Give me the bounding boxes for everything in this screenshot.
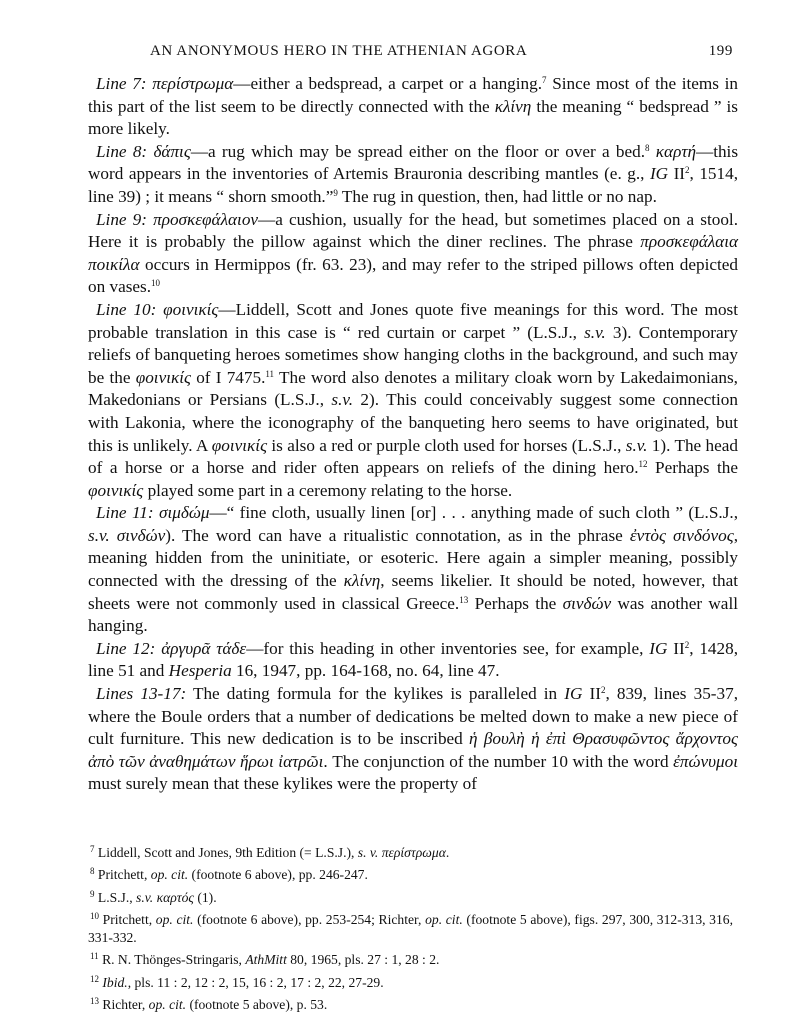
italic-text: s.v.	[625, 435, 648, 455]
greek-term: σιμδώμ	[158, 503, 210, 523]
italic-text: op. cit.	[425, 911, 463, 927]
main-text	[88, 73, 738, 796]
greek-term: κλίνη	[343, 571, 381, 591]
text-run: played some part in a ceremony relating to the horse.	[143, 480, 513, 500]
greek-term: ἀργυρᾶ τάδε	[161, 638, 247, 658]
greek-term: περίστρωμα	[152, 74, 234, 93]
line-label: Lines 13-17:	[96, 684, 187, 704]
text-run: must surely mean that these kylikes were the property of	[88, 774, 477, 794]
text-run: , pls. 11 : 2, 12 : 2, 15, 16 : 2, 17 : 2, 22, 27-29.	[127, 974, 384, 990]
footnote	[88, 840, 733, 862]
italic-text: s.v.	[88, 525, 110, 545]
text-run: Pritchett,	[94, 867, 151, 883]
text-run: , meaning hidden from the uninitiate, or esoteric. Here again a simpler meaning, possibly connected with the dressing of the	[88, 525, 739, 591]
greek-term: σινδών	[116, 525, 166, 545]
line-label: Line 9:	[96, 209, 147, 229]
text-run: , 1428, line 51 and	[88, 638, 739, 681]
italic-text: op. cit.	[150, 867, 189, 883]
text-run: II	[582, 684, 601, 704]
text-run: (footnote 6 above), pp. 246-247.	[188, 867, 368, 883]
text-run: 80, 1965, pls. 27 : 1, 28 : 2.	[286, 952, 440, 968]
footnote	[88, 992, 733, 1014]
footnote-ref: 10	[151, 278, 161, 289]
footnote-ref: 12	[638, 459, 648, 470]
footnote-number: 13	[90, 996, 99, 1007]
paragraph	[88, 209, 738, 299]
page-number: 199	[708, 43, 733, 59]
greek-term: προσκεφάλαια ποικίλα	[88, 232, 738, 274]
text-run: —Liddell, Scott and Jones quote five meanings for this word. The most probable translation in this case is “ red curtain or carpet ” (L.S.J.,	[88, 299, 739, 342]
footnote-ref: 2	[684, 639, 690, 650]
text-run: is also a red or purple cloth used for horses (L.S.J.,	[267, 435, 626, 455]
footnote-number: 9	[90, 888, 95, 899]
text-run: the meaning “ bedspread ” is more likely.	[88, 96, 738, 139]
italic-text: IG	[564, 684, 583, 704]
text-run: .	[445, 845, 450, 860]
footnote-ref: 11	[265, 368, 275, 379]
italic-text: s.v.	[331, 390, 354, 410]
italic-text: s.v.	[584, 322, 606, 342]
line-label: Line 8:	[96, 141, 148, 161]
text-run: Perhaps the	[647, 458, 738, 478]
footnote-ref: 13	[459, 594, 469, 605]
paragraph	[88, 502, 738, 638]
text-run: , seems likelier. It should be noted, however, that sheets were not commonly used in classical Greece.	[88, 571, 739, 613]
greek-term: φοινικίς	[88, 480, 144, 500]
text-run: —this word appears in the inventories of Artemis Brauronia describing mantles (e. g.,	[88, 141, 739, 184]
footnote	[88, 885, 733, 907]
footnote	[88, 947, 733, 969]
text-run: Perhaps the	[468, 593, 563, 613]
paragraph	[88, 638, 738, 683]
line-label: Line 11:	[96, 503, 154, 523]
footnote	[88, 862, 733, 884]
text-run: was another wall hanging.	[88, 593, 738, 636]
greek-term: σινδών	[562, 593, 612, 613]
text-run: 1). The head of a horse or a horse and rider often appears on reliefs of the dining hero.	[88, 435, 738, 478]
italic-text: IG	[649, 164, 669, 184]
footnote-ref: 2	[685, 165, 690, 176]
text-run: —a rug which may be spread either on the floor or over a bed.	[190, 141, 646, 161]
text-run: (footnote 5 above), figs. 297, 300, 312-313, 316, 331-332.	[88, 911, 733, 946]
footnote-number: 8	[90, 866, 95, 877]
footnotes	[88, 840, 733, 1014]
text-run: —“ fine cloth, usually linen [or] . . . anything made of such cloth ” (L.S.J.,	[209, 503, 738, 523]
text-run: The word also denotes a military cloak worn by Lakedaimonians, Makedonians or Persians (L.S.J.,	[88, 367, 738, 410]
text-run: occurs in Hermippos (fr. 63. 23), and may refer to the striped pillows often depicted on vases.	[88, 254, 738, 297]
italic-text: s. v.	[357, 845, 379, 860]
paragraph	[88, 683, 738, 796]
paragraph	[88, 73, 738, 141]
italic-text: Ibid.	[102, 974, 128, 990]
text-run: 16, 1947, pp. 164-168, no. 64, line 47.	[231, 661, 500, 681]
text-run: , 839, lines 35-37, where the Boule orders that a number of dedications be melted down to make a new piece of cult furniture. This new dedication is to be inscribed	[88, 684, 738, 749]
footnote-number: 11	[90, 951, 99, 962]
italic-text: Hesperia	[168, 661, 232, 681]
line-label: Line 10:	[96, 299, 157, 319]
text-run: . The conjunction of the number 10 with the word	[323, 751, 674, 771]
footnote-number: 12	[90, 973, 99, 984]
text-run: of I 7475.	[190, 367, 266, 387]
footnote-number: 7	[90, 844, 95, 854]
text-run: (footnote 6 above), pp. 253-254; Richter,	[193, 911, 426, 927]
greek-term: ἐπώνυμοι	[673, 751, 738, 771]
footnote-ref: 2	[600, 685, 606, 696]
line-label: Line 7:	[96, 74, 147, 93]
italic-text: op. cit.	[148, 997, 187, 1013]
italic-text: s.v.	[136, 889, 154, 905]
italic-text: IG	[649, 638, 668, 658]
text-run: Since most of the items in this part of the list seem to be directly connected with the	[88, 74, 739, 116]
text-run: (footnote 5 above), p. 53.	[186, 997, 328, 1013]
footnote-ref: 8	[645, 142, 650, 153]
footnote-number: 10	[90, 910, 99, 921]
footnote	[88, 970, 733, 992]
text-run: —for this heading in other inventories see, for example,	[246, 638, 650, 658]
text-run: —either a bedspread, a carpet or a hanging.	[233, 74, 543, 93]
greek-term: καρτός	[156, 889, 194, 905]
text-run: (1).	[193, 889, 217, 905]
greek-term: καρτή	[655, 141, 696, 161]
text-run: The rug in question, then, had little or no nap.	[337, 186, 657, 206]
text-run: —a cushion, usually for the head, but sometimes placed on a stool. Here it is probably the pillow against which the diner reclines. The phrase	[88, 209, 739, 252]
greek-term: ἐντὸς σινδόνος	[629, 525, 734, 545]
text-run: Pritchett,	[99, 911, 156, 927]
text-run	[110, 526, 117, 545]
greek-term: περίστρωμα	[381, 845, 446, 860]
footnote-ref: 7	[542, 75, 547, 85]
greek-term: ἡ βουλὴ ἡ ἐπὶ Θρασυφῶντος ἄρχοντος ἀπὸ τῶν ἀναθημάτων ἥρωι ἰατρῶι	[88, 729, 738, 771]
text-run: II	[668, 164, 686, 184]
running-title: AN ANONYMOUS HERO IN THE ATHENIAN AGORA	[150, 43, 528, 59]
text-run: L.S.J.,	[94, 889, 137, 905]
text-run: R. N. Thönges-Stringaris,	[98, 952, 246, 968]
greek-term: δάπις	[153, 141, 191, 161]
italic-text: op. cit.	[155, 911, 194, 927]
text-run: II	[667, 638, 685, 658]
greek-term: φοινικίς	[135, 367, 191, 387]
greek-term: προσκεφάλαιον	[153, 209, 259, 229]
line-label: Line 12:	[96, 638, 156, 658]
text-run: Liddell, Scott and Jones, 9th Edition (= L.S.J.),	[94, 845, 358, 860]
text-run: 2). This could conceivably suggest some connection with Lakonia, where the iconography of the banqueting hero seems to have originated, but this is unlikely. A	[88, 390, 738, 455]
paragraph	[88, 299, 738, 502]
greek-term: φοινικίς	[211, 435, 268, 455]
text-run: Richter,	[99, 997, 149, 1013]
footnote	[88, 907, 733, 948]
text-run: , 1514, line 39) ; it means “ shorn smooth.”	[88, 164, 739, 206]
running-header	[88, 43, 733, 65]
text-run: The dating formula for the kylikes is paralleled in	[186, 684, 565, 704]
paragraph	[88, 141, 738, 209]
text-run: 3). Contemporary reliefs of banqueting heroes sometimes show hanging cloths in the background, and such may be the	[88, 322, 738, 387]
text-run: ). The word can have a ritualistic connotation, as in the phrase	[165, 525, 630, 545]
italic-text: AthMitt	[245, 952, 287, 968]
greek-term: φοινικίς	[163, 299, 219, 319]
greek-term: κλίνη	[494, 96, 532, 116]
footnote-ref: 9	[333, 187, 338, 198]
